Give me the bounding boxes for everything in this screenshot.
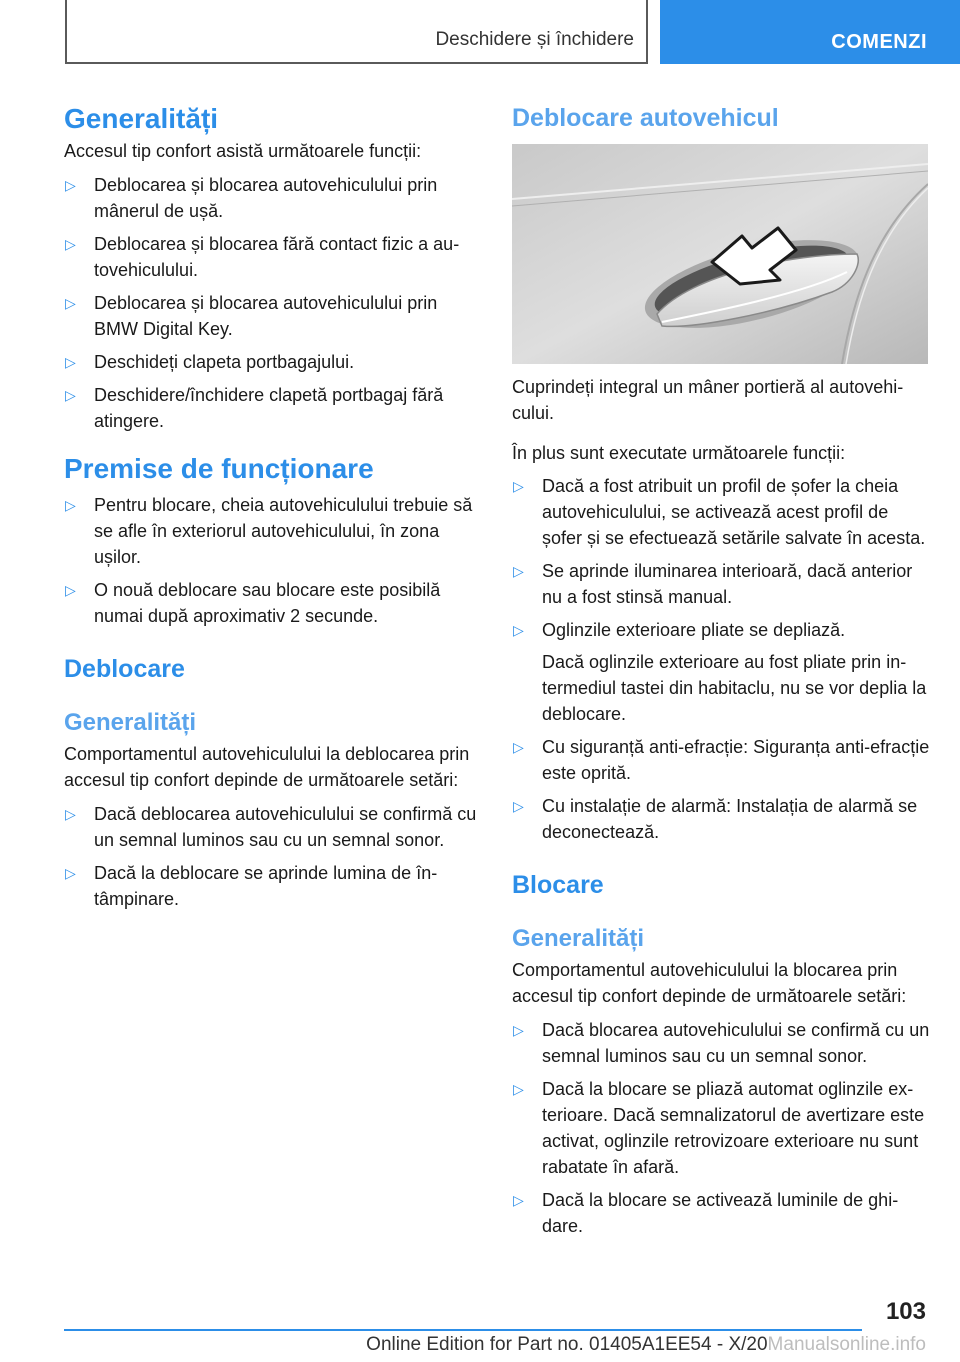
gen-list — [64, 172, 479, 434]
triangle-bullet-icon: ▷ — [513, 798, 524, 814]
debl-intro: Comportamentul autovehiculului la deblocarea prin accesul tip confort depinde de următoarele setări: — [64, 744, 470, 790]
list-item: ▷ Dacă la deblocare se aprinde lumina de întâmpinare. — [64, 860, 479, 912]
heading-deblocare-autovehicul: Deblocare autovehicul — [512, 104, 779, 132]
watermark-text: Manualsonline.info — [767, 1334, 926, 1355]
triangle-bullet-icon: ▷ — [65, 236, 76, 252]
subheading-generalitati-blocare: Generalități — [512, 925, 645, 952]
list-item: ▷ Cu instalație de alarmă: Instalația de alarmă se deconectează. — [512, 793, 930, 845]
triangle-bullet-icon: ▷ — [513, 1081, 524, 1097]
bloc-list — [512, 1017, 930, 1239]
triangle-bullet-icon: ▷ — [65, 582, 76, 598]
triangle-bullet-icon: ▷ — [65, 497, 76, 513]
triangle-bullet-icon: ▷ — [65, 806, 76, 822]
chapter-title: COMENZI — [831, 31, 927, 53]
triangle-bullet-icon: ▷ — [513, 739, 524, 755]
list-item: ▷ Pentru blocare, cheia autovehiculului trebuie să se afle în exteriorul autovehiculului, în zona ușilor. — [64, 492, 479, 570]
subheading-generalitati: Generalități — [64, 709, 197, 736]
auto-list — [512, 473, 930, 845]
heading-deblocare: Deblocare — [64, 655, 185, 683]
triangle-bullet-icon: ▷ — [65, 387, 76, 403]
auto-intro: În plus sunt executate următoarele funcții: — [512, 443, 846, 463]
list-item: ▷ Dacă deblocarea autovehiculului se confirmă cu un semnal luminos sau cu un semnal sonor. — [64, 801, 479, 853]
list-item: ▷ Deblocarea și blocarea autovehiculului prin mânerul de ușă. — [64, 172, 479, 224]
list-item-note: Dacă oglinzile exterioare au fost pliate prin intermediul tastei din habitaclu, nu se vor deplia la deblocare. — [542, 652, 927, 724]
heading-generalitati: Generalități — [64, 103, 219, 134]
list-item: ▷ Cu siguranță anti-efracție: Siguranța anti-efracție este oprită. — [512, 734, 930, 786]
triangle-bullet-icon: ▷ — [513, 1022, 524, 1038]
list-item: ▷ Dacă a fost atribuit un profil de șofer la cheia autovehiculului, se activează acest profil de șofer și se efectuează setările salvate în acesta. — [512, 473, 930, 551]
list-item: ▷ Dacă blocarea autovehiculului se confirmă cu un semnal luminos sau cu un semnal sonor. — [512, 1017, 930, 1069]
left-column — [64, 98, 479, 912]
list-item: ▷ Oglinzile exterioare pliate se depliază. Dacă oglinzile exterioare au fost pliate prin intermediul tastei din habitaclu, nu se vor deplia la deblocare. — [512, 617, 930, 727]
footer-edition — [366, 1334, 926, 1356]
triangle-bullet-icon: ▷ — [65, 295, 76, 311]
list-item: ▷ Deblocarea și blocarea autovehiculului prin BMW Digital Key. — [64, 290, 479, 342]
bloc-intro: Comportamentul autovehiculului la blocarea prin accesul tip confort depinde de următoarele setări: — [512, 960, 907, 1006]
header-section — [65, 0, 648, 64]
header-chapter — [660, 0, 960, 64]
triangle-bullet-icon: ▷ — [65, 354, 76, 370]
list-item: ▷ O nouă deblocare sau blocare este posibilă numai după aproximativ 2 secunde. — [64, 577, 479, 629]
heading-blocare: Blocare — [512, 871, 604, 899]
prem-list — [64, 492, 479, 629]
triangle-bullet-icon: ▷ — [65, 177, 76, 193]
list-item: ▷ Dacă la blocare se pliază automat oglinzile exterioare. Dacă semnalizatorul de avertizare este activat, oglinzile retrovizoare exterioare nu sunt rabatate în afară. — [512, 1076, 930, 1180]
list-item: ▷ Deschideți clapeta portbagajului. — [64, 349, 479, 375]
list-item: ▷ Deschidere/închidere clapetă portbagaj fără atingere. — [64, 382, 479, 434]
section-title: Deschidere și închidere — [435, 29, 634, 50]
list-item: ▷ Se aprinde iluminarea interioară, dacă anterior nu a fost stinsă manual. — [512, 558, 930, 610]
triangle-bullet-icon: ▷ — [513, 622, 524, 638]
heading-premise: Premise de funcționare — [64, 453, 374, 484]
edition-text: Online Edition for Part no. 01405A1EE54 - X/20 — [366, 1334, 768, 1355]
debl-list — [64, 801, 479, 912]
auto-caption: Cuprindeți integral un mâner portieră al autovehicului. — [512, 377, 904, 423]
gen-intro: Accesul tip confort asistă următoarele funcții: — [64, 141, 422, 161]
triangle-bullet-icon: ▷ — [65, 865, 76, 881]
list-item: ▷ Deblocarea și blocarea fără contact fizic a autovehiculului. — [64, 231, 479, 283]
door-handle-illustration — [512, 144, 928, 364]
triangle-bullet-icon: ▷ — [513, 478, 524, 494]
triangle-bullet-icon: ▷ — [513, 563, 524, 579]
list-item: ▷ Dacă la blocare se activează luminile de ghidare. — [512, 1187, 930, 1239]
triangle-bullet-icon: ▷ — [513, 1192, 524, 1208]
page-number: 103 — [885, 1298, 926, 1325]
footer-divider — [64, 1329, 862, 1331]
right-column — [512, 98, 930, 1239]
